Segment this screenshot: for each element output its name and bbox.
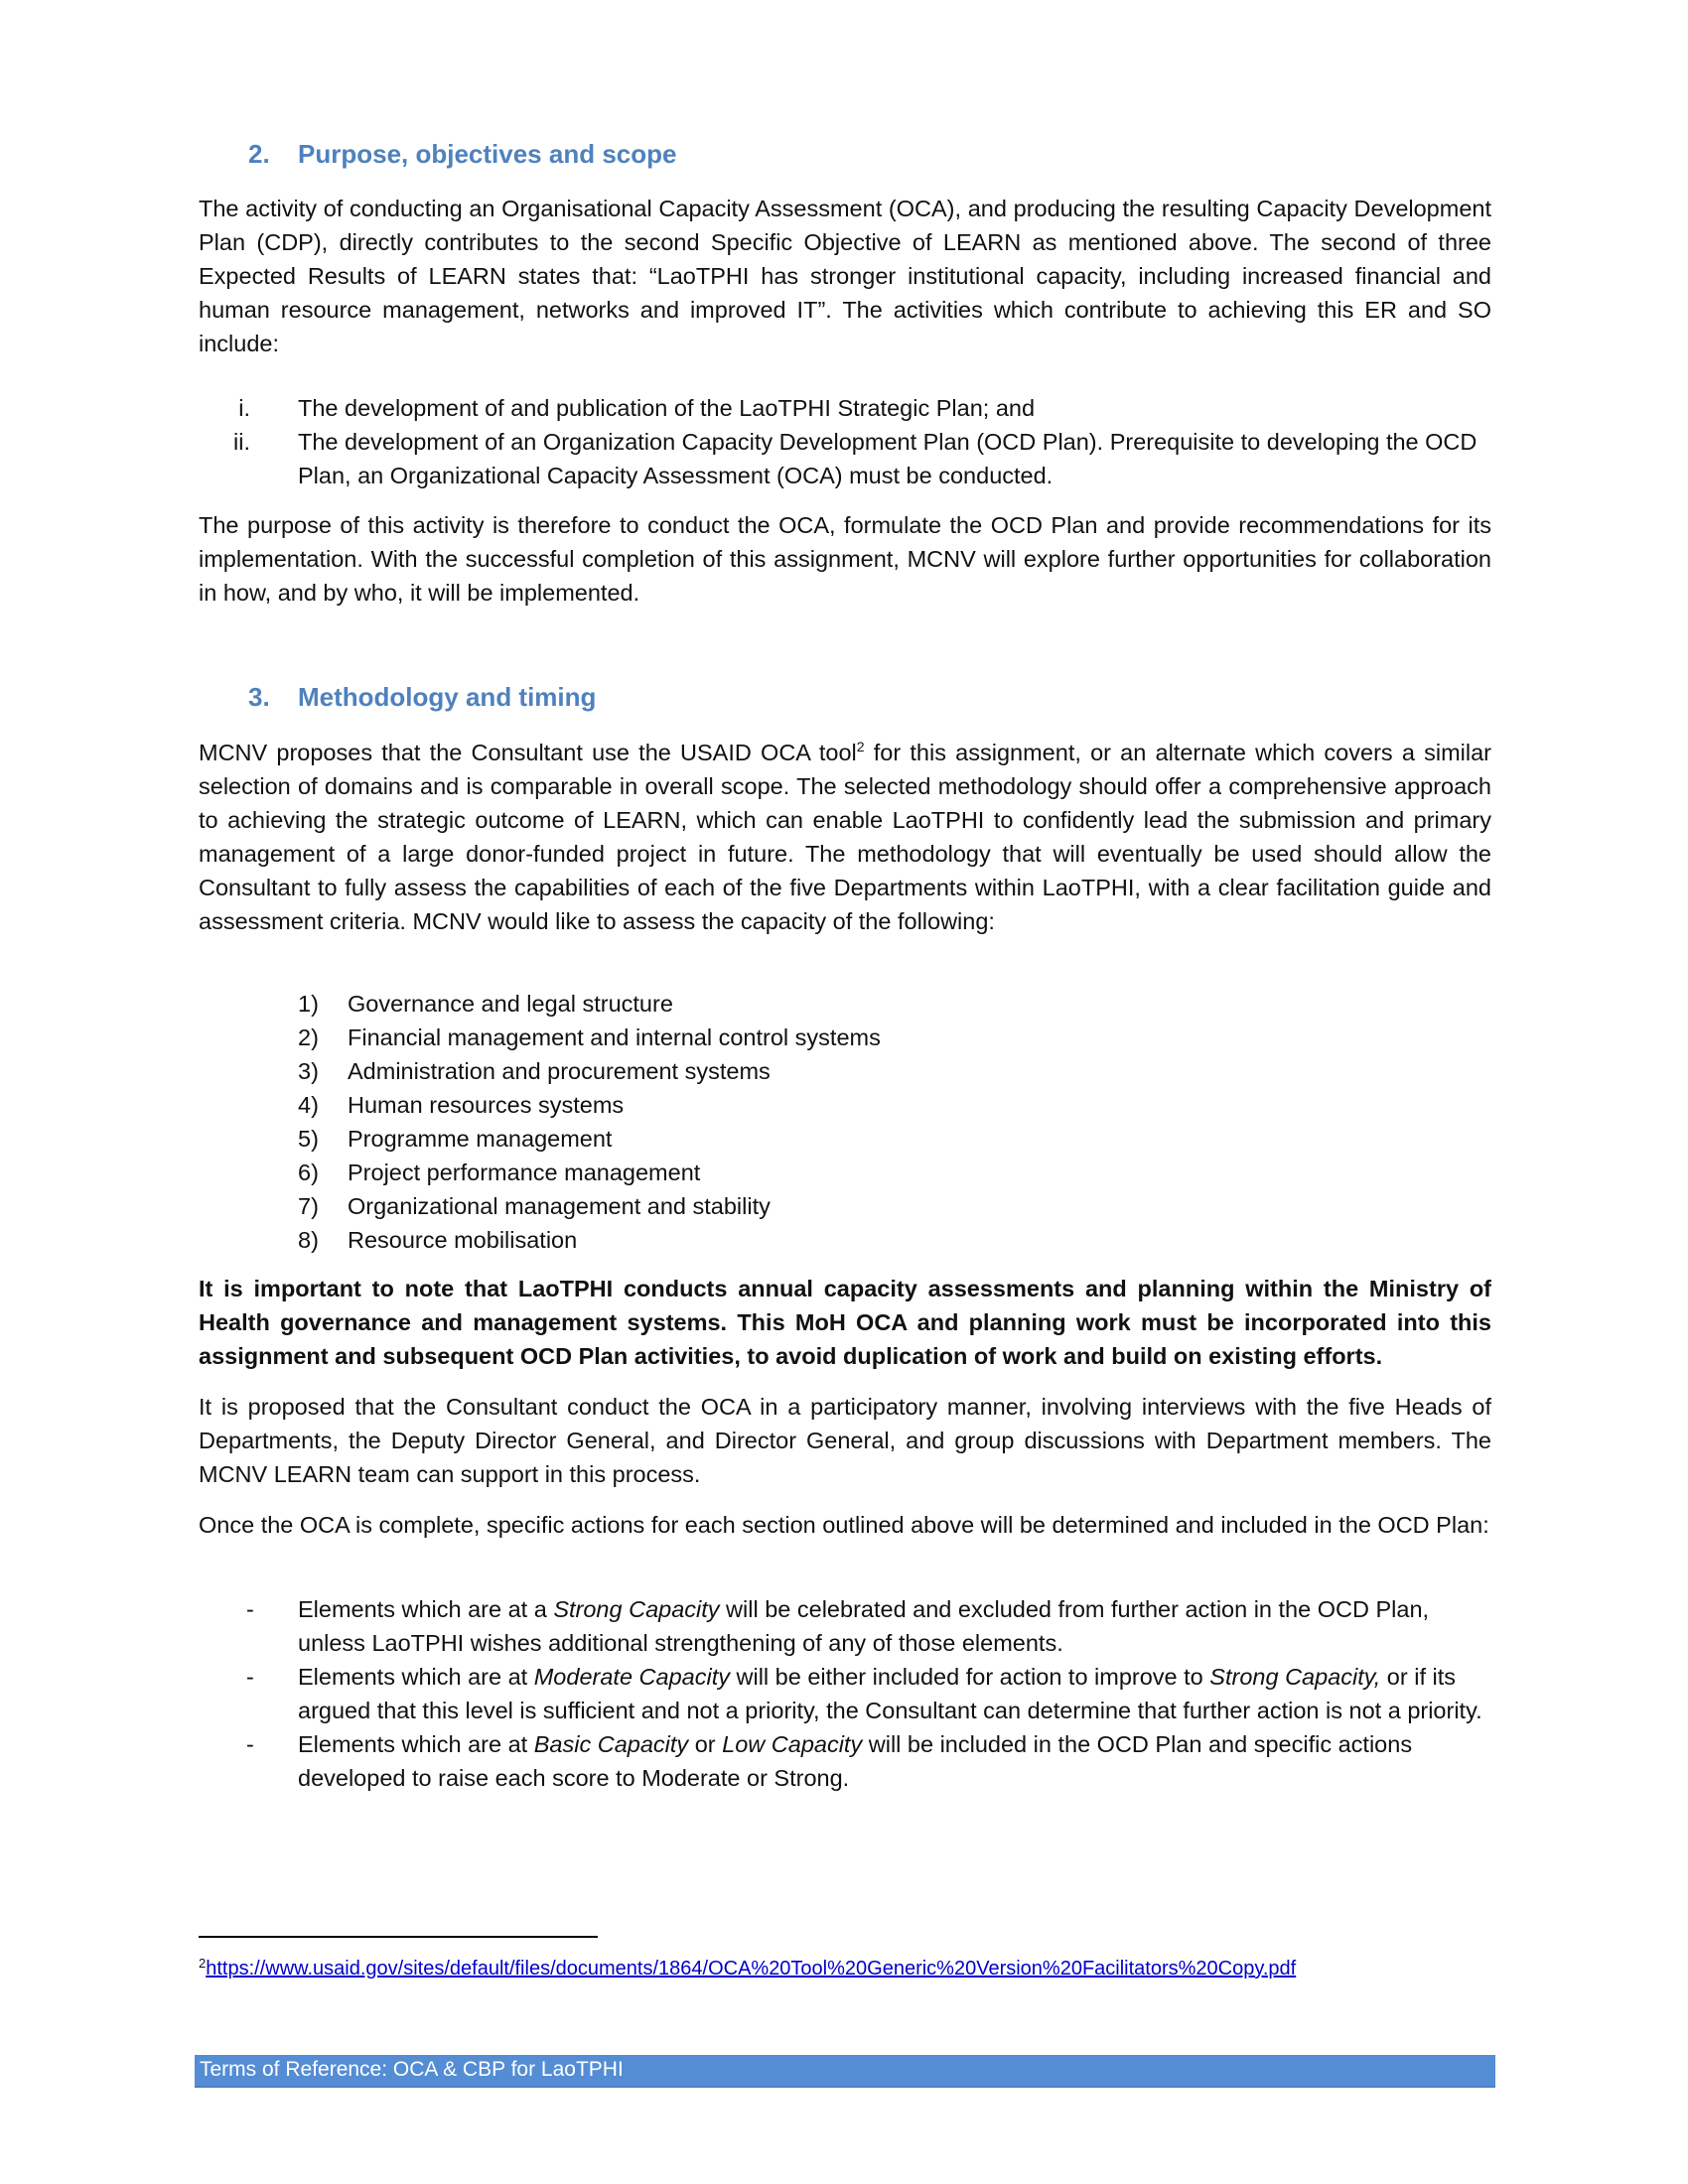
list-item-text: Financial management and internal control systems xyxy=(348,1024,881,1050)
emphasis-capacity-level: Moderate Capacity xyxy=(533,1664,730,1690)
list-item-text: Human resources systems xyxy=(348,1092,625,1118)
list-item-text: Programme management xyxy=(348,1126,613,1152)
capacity-rules-list xyxy=(199,1592,1491,1795)
list-marker: 3) xyxy=(298,1058,319,1084)
section-heading-methodology xyxy=(248,682,596,713)
list-item xyxy=(199,1054,1491,1088)
section-title: Purpose, objectives and scope xyxy=(298,139,677,169)
list-item-text: The development of an Organization Capacity Development Plan (OCD Plan). Prerequisite to developing the OCD Plan, an Organizational Capacity Assessment (OCA) must be conducted. xyxy=(298,429,1477,488)
paragraph-important-note: It is important to note that LaoTPHI conducts annual capacity assessments and planning within the Ministry of Health governance and management systems. This MoH OCA and planning work must be incorporated into this assignment and subsequent OCD Plan activities, to avoid duplication of work and build on existing efforts. xyxy=(199,1276,1491,1369)
list-marker: 4) xyxy=(298,1092,319,1118)
text-run: will be celebrated and excluded from further action in the OCD Plan, unless LaoTPHI wishes additional strengthening of any of those elements. xyxy=(298,1596,1430,1656)
list-marker: 8) xyxy=(298,1227,319,1253)
list-item xyxy=(199,425,1491,492)
list-item xyxy=(199,1156,1491,1189)
page-footer xyxy=(195,2055,1495,2088)
section-title: Methodology and timing xyxy=(298,682,597,712)
paragraph-once-complete: Once the OCA is complete, specific actions for each section outlined above will be determined and included in the OCD Plan: xyxy=(199,1512,1489,1538)
list-marker: 1) xyxy=(298,991,319,1017)
list-marker: ii. xyxy=(233,429,250,455)
list-item xyxy=(199,391,1491,425)
emphasis-capacity-level: Basic Capacity xyxy=(533,1731,689,1757)
section-number: 3. xyxy=(248,682,270,712)
paragraph-participatory: It is proposed that the Consultant conduct the OCA in a participatory manner, involving interviews with the five Heads of Departments, the Deputy Director General, and Director General, and group discussions with Department members. The MCNV LEARN team can support in this process. xyxy=(199,1394,1491,1487)
footnote-reference[interactable]: 2 xyxy=(856,739,865,754)
footnote-number: 2 xyxy=(199,1956,207,1971)
emphasis-capacity-level: Low Capacity xyxy=(722,1731,863,1757)
text-run: for this assignment, or an alternate which covers a similar selection of domains and is comparable in overall scope. The selected methodology should offer a comprehensive approach to achieving the strategic outcome of LEARN, which can enable LaoTPHI to confidently lead the submission and primary management of a large donor-funded project in future. The methodology that will eventually be used should allow the Consultant to fully assess the capabilities of each of the five Departments within LaoTPHI, with a clear facilitation guide and assessment criteria. MCNV would like to assess the capacity of the following: xyxy=(199,740,1492,934)
list-item xyxy=(199,1223,1491,1257)
list-marker: 2) xyxy=(298,1024,319,1050)
list-item xyxy=(199,1088,1491,1122)
section-heading-purpose xyxy=(248,139,676,170)
list-item-text: Organizational management and stability xyxy=(348,1193,771,1219)
list-item-text: Administration and procurement systems xyxy=(348,1058,771,1084)
activities-list xyxy=(199,391,1491,492)
text-run: will be included in the OCD Plan and specific actions developed to raise each score to Moderate or Strong. xyxy=(298,1731,1413,1791)
text-run: or xyxy=(688,1731,723,1757)
list-item-text: Project performance management xyxy=(348,1160,701,1185)
text-run: Elements which are at a xyxy=(298,1596,554,1622)
footnote xyxy=(199,1958,1296,1980)
paragraph-purpose: The purpose of this activity is therefore to conduct the OCA, formulate the OCD Plan and provide recommendations for its implementation. With the successful completion of this assignment, MCNV will explore further opportunities for collaboration in how, and by who, it will be implemented. xyxy=(199,512,1491,606)
list-item xyxy=(199,1660,1491,1727)
list-item-text: Governance and legal structure xyxy=(348,991,673,1017)
emphasis-capacity-level: Strong Capacity, xyxy=(1209,1664,1381,1690)
list-item-text: The development of and publication of the LaoTPHI Strategic Plan; and xyxy=(298,395,1036,421)
list-marker: 5) xyxy=(298,1126,319,1152)
text-run: or if its argued that this level is sufficient and not a priority, the Consultant can determine that further action is not a priority. xyxy=(298,1664,1482,1723)
list-marker: 7) xyxy=(298,1193,319,1219)
list-item xyxy=(199,1592,1491,1660)
paragraph-methodology xyxy=(199,736,1491,938)
list-item xyxy=(199,987,1491,1021)
paragraph-intro: The activity of conducting an Organisational Capacity Assessment (OCA), and producing the resulting Capacity Development Plan (CDP), directly contributes to the second Specific Objective of LEARN as mentioned above. The second of three Expected Results of LEARN states that: “LaoTPHI has stronger institutional capacity, including increased financial and human resource management, networks and improved IT”. The activities which contribute to achieving this ER and SO include: xyxy=(199,196,1491,356)
footnote-separator xyxy=(199,1936,598,1938)
list-marker: - xyxy=(246,1731,254,1757)
list-marker: - xyxy=(246,1596,254,1622)
list-item xyxy=(199,1021,1491,1054)
emphasis-capacity-level: Strong Capacity xyxy=(553,1596,720,1622)
list-marker: - xyxy=(246,1664,254,1690)
footer-text: Terms of Reference: OCA & CBP for LaoTPHI xyxy=(200,2058,624,2081)
footnote-link[interactable]: https://www.usaid.gov/sites/default/files/documents/1864/OCA%20Tool%20Generic%20Version%20Facilitators%20Copy.pdf xyxy=(206,1958,1297,1979)
list-marker: 6) xyxy=(298,1160,319,1185)
section-number: 2. xyxy=(248,139,270,169)
domains-list xyxy=(199,987,1491,1257)
list-item-text: Resource mobilisation xyxy=(348,1227,578,1253)
text-run: MCNV proposes that the Consultant use the USAID OCA tool xyxy=(199,740,857,765)
text-run: will be either included for action to improve to xyxy=(729,1664,1210,1690)
list-marker: i. xyxy=(238,395,250,421)
text-run: Elements which are at xyxy=(298,1731,534,1757)
text-run: Elements which are at xyxy=(298,1664,534,1690)
list-item xyxy=(199,1122,1491,1156)
list-item xyxy=(199,1189,1491,1223)
list-item xyxy=(199,1727,1491,1795)
